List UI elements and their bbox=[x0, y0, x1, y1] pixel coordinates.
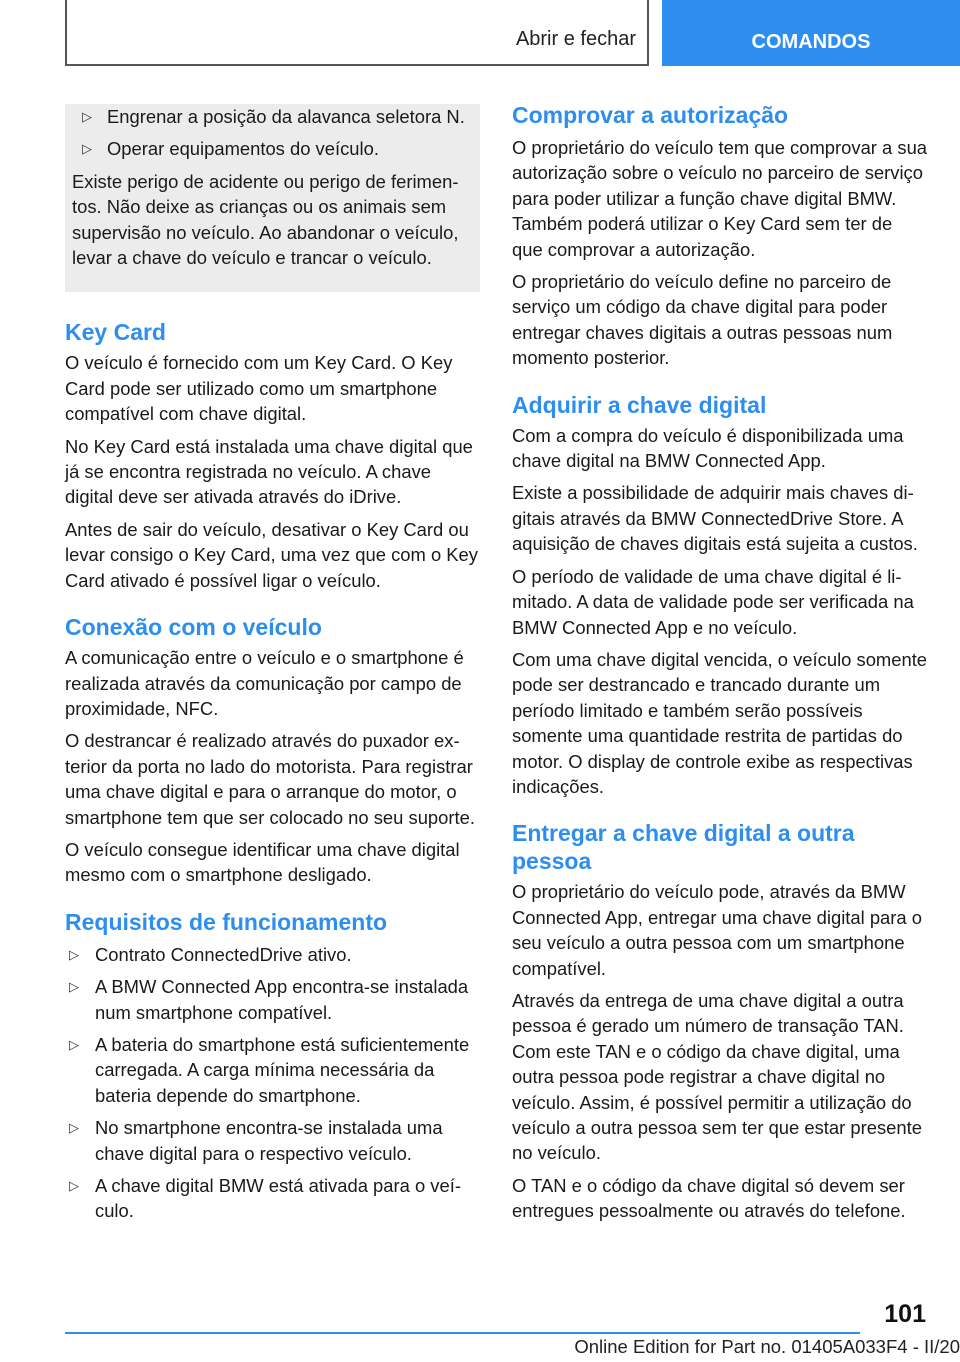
paragraph: O veículo consegue identificar uma chave digital mesmo com o smartphone desligado. bbox=[65, 838, 460, 886]
paragraph: O proprietário do veículo define no parceiro de serviço um código da chave digital para poder entregar chaves digitais a outras pessoas num momento posterior. bbox=[512, 271, 893, 369]
heading-authorization: Comprovar a autorização bbox=[512, 102, 789, 128]
paragraph: O proprietário do veículo pode, através da BMW Connected App, entregar uma chave digital para o seu veículo a outra pessoa com um smartphone compatível. bbox=[512, 881, 922, 979]
triangle-bullet-icon: ▷ bbox=[69, 946, 79, 962]
triangle-bullet-icon: ▷ bbox=[82, 109, 92, 124]
heading-acquire: Adquirir a chave digital bbox=[512, 391, 767, 418]
triangle-bullet-icon: ▷ bbox=[82, 141, 92, 157]
warning-box bbox=[65, 104, 480, 292]
list-item: ▷ Engrenar a posição da alavanca seletora N. bbox=[72, 104, 474, 129]
list-item: ▷ A BMW Connected App encontra-se instalada num smartphone compatível. bbox=[69, 976, 469, 1023]
triangle-bullet-icon: ▷ bbox=[69, 1178, 79, 1193]
paragraph: Com a compra do veículo é disponibilizada uma chave digital na BMW Connected App. bbox=[512, 424, 904, 472]
header-divider bbox=[647, 0, 649, 66]
warning-bullets bbox=[72, 104, 474, 162]
list-item: ▷ A chave digital BMW está ativada para o veículo. bbox=[69, 1175, 461, 1222]
heading-requirements: Requisitos de funcionamento bbox=[65, 908, 388, 935]
paragraph: O destrancar é realizado através do puxador exterior da porta no lado do motorista. Para registrar uma chave digital e para o arranque do motor, o smartphone tem que ser colocado no seu suporte. bbox=[65, 730, 475, 828]
paragraph: Antes de sair do veículo, desativar o Key Card ou levar consigo o Key Card, uma vez que com o Key Card ativado é possível ligar o veículo. bbox=[65, 518, 478, 591]
list-item: ▷ Operar equipamentos do veículo. bbox=[72, 136, 474, 161]
left-column bbox=[65, 104, 480, 1231]
paragraph: Existe a possibilidade de adquirir mais chaves digitais através da BMW ConnectedDrive Store. A aquisição de chaves digitais está sujeita a custos. bbox=[512, 482, 918, 555]
paragraph: O veículo é fornecido com um Key Card. O Key Card pode ser utilizado como um smartphone compatível com chave digital. bbox=[65, 352, 453, 425]
paragraph: No Key Card está instalada uma chave digital que já se encontra registrada no veículo. A chave digital deve ser ativada através do iDrive. bbox=[65, 435, 473, 508]
heading-key-card: Key Card bbox=[65, 319, 166, 346]
triangle-bullet-icon: ▷ bbox=[69, 1036, 79, 1052]
page-number: 101 bbox=[884, 1300, 926, 1328]
heading-handover: Entregar a chave digital a outra pessoa bbox=[512, 820, 855, 875]
requirements-list bbox=[65, 942, 480, 1224]
triangle-bullet-icon: ▷ bbox=[69, 979, 79, 995]
paragraph: O período de validade de uma chave digital é limitado. A data de validade pode ser verificada na BMW Connected App e no veículo. bbox=[512, 565, 914, 638]
paragraph: O TAN e o código da chave digital só devem ser entregues pessoalmente ou através do telefone. bbox=[512, 1174, 906, 1222]
list-item: ▷ Contrato ConnectedDrive ativo. bbox=[65, 942, 480, 967]
footer-edition: Online Edition for Part no. 01405A033F4 - II/20 bbox=[574, 1336, 960, 1357]
header-left-rule bbox=[65, 0, 67, 66]
footer-rule bbox=[65, 1332, 860, 1334]
chapter-tab[interactable]: COMANDOS bbox=[662, 0, 960, 66]
paragraph: O proprietário do veículo tem que comprovar a sua autorização sobre o veículo no parceiro de serviço para poder utilizar a função chave digital BMW. Também poderá utilizar o Key Card sem ter de que comprovar a autorização. bbox=[512, 137, 928, 260]
warning-text: Existe perigo de acidente ou perigo de ferimentos. Não deixe as crianças ou os animais sem supervisão no veículo. Ao abandonar o veículo, levar a chave do veículo e trancar o veículo. bbox=[72, 170, 459, 269]
triangle-bullet-icon: ▷ bbox=[69, 1120, 79, 1136]
paragraph: A comunicação entre o veículo e o smartphone é realizada através da comunicação por campo de proximidade, NFC. bbox=[65, 647, 464, 719]
paragraph: Com uma chave digital vencida, o veículo somente pode ser destrancado e trancado durante um período limitado e também serão possíveis somente uma quantidade restrita de partidas do motor. O display de controle exibe as respectivas indicações. bbox=[512, 648, 928, 797]
heading-connection: Conexão com o veículo bbox=[65, 614, 322, 641]
header-rule bbox=[65, 64, 649, 66]
section-title: Abrir e fechar bbox=[515, 28, 636, 50]
paragraph: Através da entrega de uma chave digital a outra pessoa é gerado um número de transação TAN. Com este TAN e o código da chave digital, uma outra pessoa pode registrar a chave digital no veículo. Assim, é possível permitir a utilização do veículo a outra pessoa sem ter que estar presente no veículo. bbox=[512, 989, 922, 1164]
list-item: ▷ A bateria do smartphone está suficientemente carregada. A carga mínima necessária da bateria depende do smartphone. bbox=[69, 1033, 470, 1106]
right-column bbox=[512, 101, 928, 1231]
list-item: ▷ No smartphone encontra-se instalada uma chave digital para o respectivo veículo. bbox=[69, 1117, 443, 1164]
